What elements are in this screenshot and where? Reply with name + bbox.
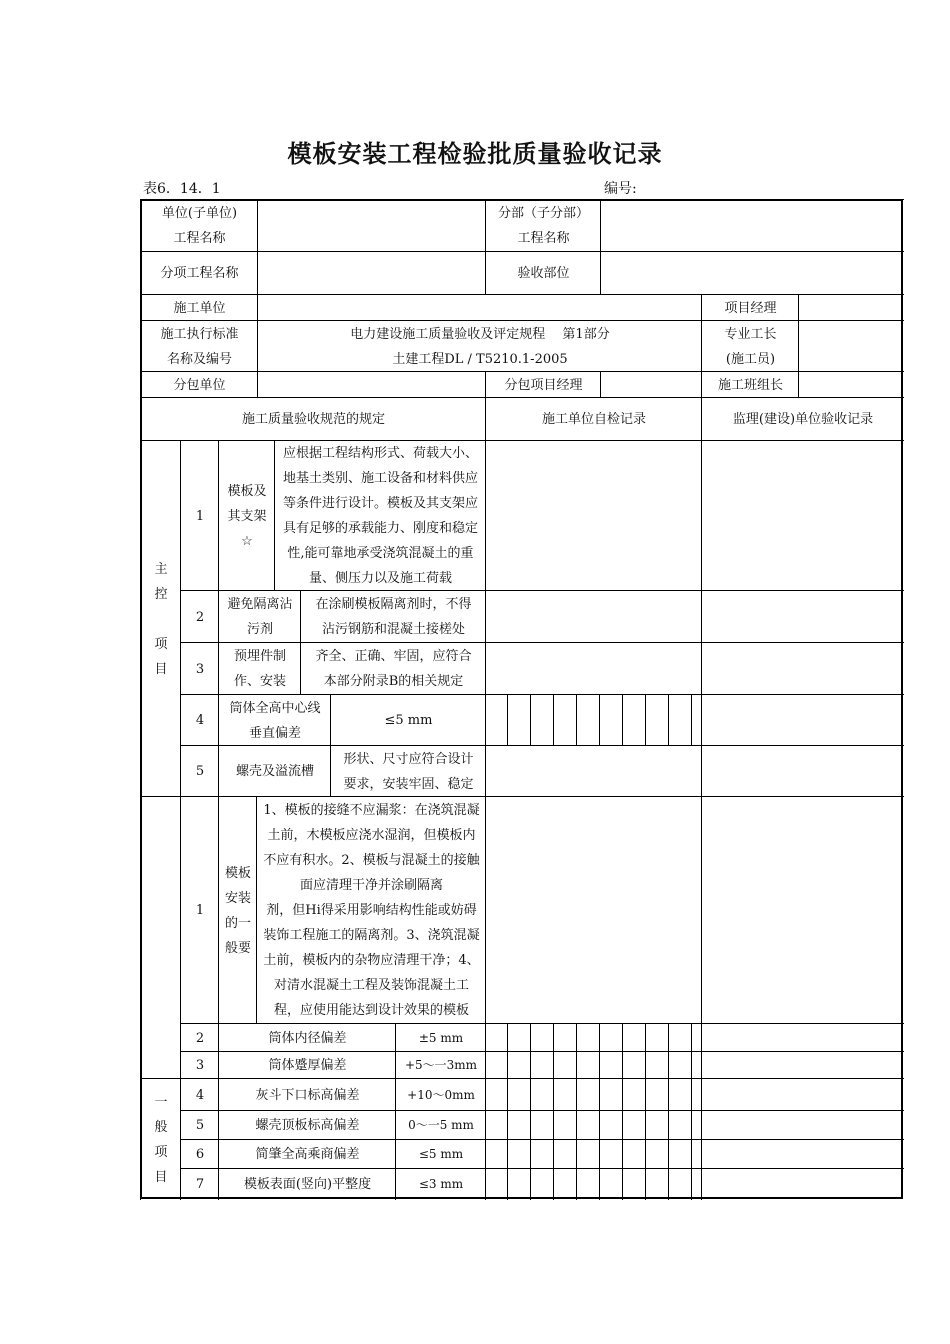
- self-check-column-header: 施工单位自检记录: [485, 397, 702, 441]
- general-3-check-4: [553, 1051, 577, 1079]
- general-5-check-4: [553, 1110, 577, 1140]
- subcontract-pm-label: 分包项目经理: [485, 371, 601, 398]
- general-item-name: 筒体内径偏差: [218, 1023, 396, 1052]
- unit-name-value: [257, 199, 486, 252]
- main-item-name: 螺壳及溢流槽: [218, 745, 331, 797]
- general-6-check-1: [485, 1139, 508, 1169]
- team-leader-label: 施工班组长: [701, 371, 799, 398]
- main-4-check-3: [530, 694, 554, 746]
- standard-value: 电力建设施工质量验收及评定规程 第1部分 土建工程DL / T5210.1-2005: [257, 320, 702, 372]
- general-item-supervision: [701, 1168, 904, 1200]
- main-item-self-check: [485, 642, 702, 695]
- general-item-supervision: [701, 1139, 904, 1169]
- general-item-supervision: [701, 1051, 904, 1079]
- general-4-check-8: [645, 1078, 669, 1111]
- general-5-check-1: [485, 1110, 508, 1140]
- general-item-name: 螺壳顶板标高偏差: [218, 1110, 396, 1140]
- general-3-check-5: [576, 1051, 600, 1079]
- general-4-check-2: [507, 1078, 531, 1111]
- general-4-check-3: [530, 1078, 554, 1111]
- main-item-supervision: [701, 440, 904, 591]
- main-4-check-1: [485, 694, 508, 746]
- general-6-check-3: [530, 1139, 554, 1169]
- unit-name-label: 单位(子单位) 工程名称: [140, 199, 258, 252]
- general-3-check-2: [507, 1051, 531, 1079]
- general-item-desc: +10～0mm: [395, 1078, 486, 1111]
- foreman-label: 专业工长 (施工员): [701, 320, 799, 372]
- general-2-check-6: [599, 1023, 623, 1052]
- main-item-supervision: [701, 694, 904, 746]
- foreman-value: [798, 320, 904, 372]
- spec-column-header: 施工质量验收规范的规定: [140, 397, 486, 441]
- main-item-no: 5: [180, 745, 219, 797]
- general-7-check-6: [599, 1168, 623, 1200]
- acceptance-part-value: [600, 251, 904, 295]
- general-5-check-7: [622, 1110, 646, 1140]
- general-4-check-9: [668, 1078, 692, 1111]
- general-item-supervision: [701, 796, 904, 1024]
- general-item-desc: 0～一5 mm: [395, 1110, 486, 1140]
- main-item-name: 预埋件制 作、安装: [218, 642, 301, 695]
- table-number: 表6．14．1: [143, 181, 221, 197]
- general-item-name: 简肇全高乘商偏差: [218, 1139, 396, 1169]
- team-leader-value: [798, 371, 904, 398]
- main-item-supervision: [701, 590, 904, 643]
- serial-number-label: 编号:: [604, 181, 637, 197]
- item-project-value: [257, 251, 486, 295]
- general-2-check-9: [668, 1023, 692, 1052]
- general-item-supervision: [701, 1110, 904, 1140]
- general-7-check-7: [622, 1168, 646, 1200]
- general-4-check-5: [576, 1078, 600, 1111]
- general-2-check-4: [553, 1023, 577, 1052]
- general-2-check-8: [645, 1023, 669, 1052]
- general-7-check-4: [553, 1168, 577, 1200]
- main-item-name: 筒体全高中心线 垂直偏差: [218, 694, 331, 746]
- standard-label: 施工执行标准 名称及编号: [140, 320, 258, 372]
- subcontract-pm-value: [600, 371, 702, 398]
- item-project-label: 分项工程名称: [140, 251, 258, 295]
- constructor-label: 施工单位: [140, 294, 258, 321]
- general-3-check-7: [622, 1051, 646, 1079]
- general-item-no: 6: [180, 1139, 219, 1169]
- general-3-check-6: [599, 1051, 623, 1079]
- sub-project-label: 分部（子分部） 工程名称: [485, 199, 601, 252]
- general-3-check-3: [530, 1051, 554, 1079]
- main-item-desc: 在涂刷模板隔离剂时，不得 沾污钢筋和混凝土接槎处: [300, 590, 486, 643]
- general-item-desc: ≤5 mm: [395, 1139, 486, 1169]
- general-item-desc: ≤3 mm: [395, 1168, 486, 1200]
- general-4-check-6: [599, 1078, 623, 1111]
- general-item-no: 7: [180, 1168, 219, 1200]
- general-item-desc: +5～一3mm: [395, 1051, 486, 1079]
- general-7-check-3: [530, 1168, 554, 1200]
- general-item-no: 1: [180, 796, 219, 1024]
- general-5-check-2: [507, 1110, 531, 1140]
- general-6-check-4: [553, 1139, 577, 1169]
- main-4-check-8: [645, 694, 669, 746]
- general-item-desc: 1、模板的接缝不应漏浆：在浇筑混凝 土前，木模板应浇水湿润，但模板内 不应有积水。2、模板与混凝土的接触 面应清理干净并涂刷隔离 剂，但Hi得采用影响结构性能或妨碍 装饰工程施工的隔离剂。3、浇筑混凝 土前，模板内的杂物应清理干净；4、 对清水混凝土工程及装饰混凝土工 程，应使用能达到设计效果的模板: [256, 796, 486, 1024]
- main-control-label: 主 控 项 目: [140, 440, 181, 797]
- main-item-supervision: [701, 745, 904, 797]
- general-item-supervision: [701, 1078, 904, 1111]
- main-item-supervision: [701, 642, 904, 695]
- general-7-check-5: [576, 1168, 600, 1200]
- main-item-no: 2: [180, 590, 219, 643]
- general-label-top: [140, 796, 181, 1079]
- general-item-no: 3: [180, 1051, 219, 1079]
- supervision-column-header: 监理(建设)单位验收记录: [701, 397, 904, 441]
- main-item-desc: 齐全、正确、牢固，应符合 本部分附录B的相关规定: [300, 642, 486, 695]
- general-item-self-check: [485, 796, 702, 1024]
- main-4-check-2: [507, 694, 531, 746]
- main-item-self-check: [485, 440, 702, 591]
- general-item-supervision: [701, 1023, 904, 1052]
- general-4-check-7: [622, 1078, 646, 1111]
- main-item-no: 1: [180, 440, 219, 591]
- general-item-no: 5: [180, 1110, 219, 1140]
- main-item-self-check: [485, 745, 702, 797]
- main-item-no: 4: [180, 694, 219, 746]
- general-7-check-9: [668, 1168, 692, 1200]
- page-title: 模板安装工程检验批质量验收记录: [287, 140, 663, 168]
- general-5-check-8: [645, 1110, 669, 1140]
- main-item-self-check: [485, 590, 702, 643]
- general-item-name: 灰斗下口标高偏差: [218, 1078, 396, 1111]
- general-2-check-1: [485, 1023, 508, 1052]
- general-6-check-9: [668, 1139, 692, 1169]
- general-item-name: 模板表面(竖向)平整度: [218, 1168, 396, 1200]
- general-5-check-6: [599, 1110, 623, 1140]
- general-5-check-5: [576, 1110, 600, 1140]
- general-6-check-2: [507, 1139, 531, 1169]
- general-3-check-1: [485, 1051, 508, 1079]
- general-item-name: 筒体蹙厚偏差: [218, 1051, 396, 1079]
- main-4-check-6: [599, 694, 623, 746]
- main-item-no: 3: [180, 642, 219, 695]
- general-7-check-8: [645, 1168, 669, 1200]
- general-4-check-4: [553, 1078, 577, 1111]
- general-6-check-7: [622, 1139, 646, 1169]
- main-4-check-9: [668, 694, 692, 746]
- main-item-desc: 形状、尺寸应符合设计 要求，安装牢固、稳定: [330, 745, 486, 797]
- main-item-name: 避免隔离沾 污剂: [218, 590, 301, 643]
- general-2-check-2: [507, 1023, 531, 1052]
- constructor-value: [257, 294, 702, 321]
- general-6-check-8: [645, 1139, 669, 1169]
- subcontractor-value: [257, 371, 486, 398]
- general-item-desc: ±5 mm: [395, 1023, 486, 1052]
- general-item-no: 4: [180, 1078, 219, 1111]
- general-3-check-9: [668, 1051, 692, 1079]
- main-4-check-5: [576, 694, 600, 746]
- general-6-check-5: [576, 1139, 600, 1169]
- general-label: 一 般 项 目: [140, 1078, 181, 1200]
- main-item-desc: ≤5 mm: [330, 694, 486, 746]
- general-3-check-8: [645, 1051, 669, 1079]
- general-6-check-6: [599, 1139, 623, 1169]
- main-item-name: 模板及 其支架 ☆: [218, 440, 275, 591]
- general-7-check-1: [485, 1168, 508, 1200]
- project-manager-value: [798, 294, 904, 321]
- general-item-no: 2: [180, 1023, 219, 1052]
- general-7-check-2: [507, 1168, 531, 1200]
- general-4-check-1: [485, 1078, 508, 1111]
- general-2-check-5: [576, 1023, 600, 1052]
- general-item-name: 模板 安装 的一 般要: [218, 796, 257, 1024]
- main-4-check-7: [622, 694, 646, 746]
- subcontractor-label: 分包单位: [140, 371, 258, 398]
- sub-project-value: [600, 199, 904, 252]
- general-2-check-7: [622, 1023, 646, 1052]
- main-4-check-4: [553, 694, 577, 746]
- main-item-desc: 应根据工程结构形式、荷载大小、 地基土类别、施工设备和材料供应 等条件进行设计。模板及其支架应 具有足够的承载能力、刚度和稳定 性,能可靠地承受浇筑混凝土的重 量、侧压力以及施工荷载: [274, 440, 486, 591]
- general-2-check-3: [530, 1023, 554, 1052]
- acceptance-part-label: 验收部位: [485, 251, 601, 295]
- project-manager-label: 项目经理: [701, 294, 799, 321]
- general-5-check-9: [668, 1110, 692, 1140]
- general-5-check-3: [530, 1110, 554, 1140]
